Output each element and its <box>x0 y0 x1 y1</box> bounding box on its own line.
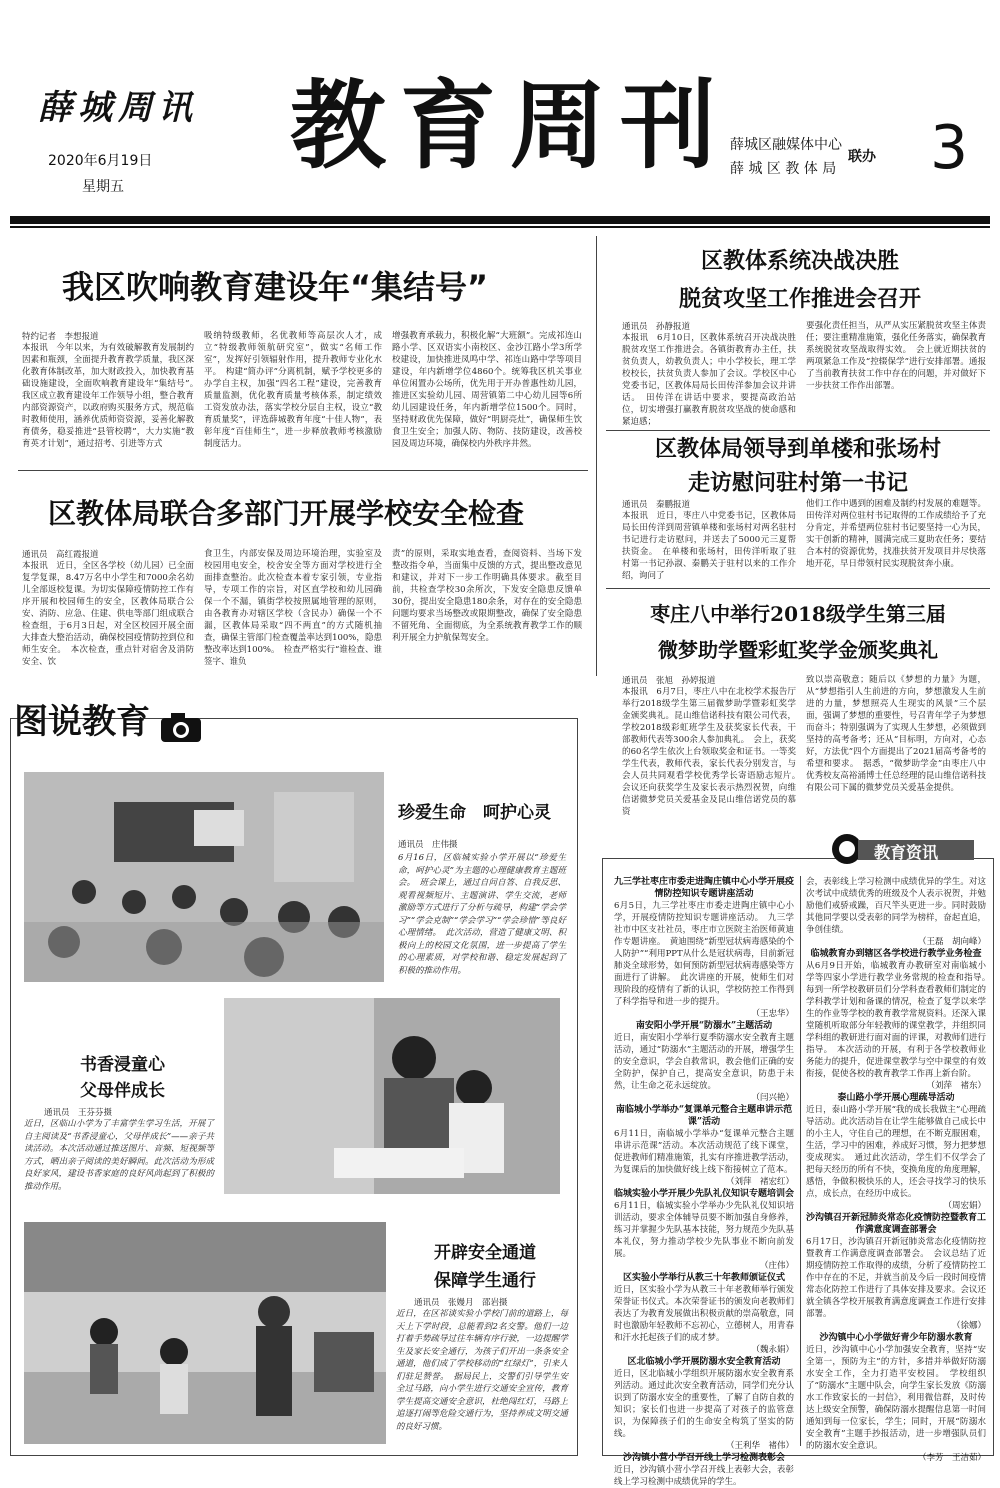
zixun-item-title: 临城实验小学开展少先队礼仪知识专题培训会 <box>614 1189 795 1199</box>
story3-byline: 通讯员 张嫚月 邵岩摄 <box>414 1298 508 1308</box>
zixun-item-text: 近日，南安阳小学举行夏季防溺水安全教育主题活动，通过“防溺水”主题活动的开展，增强学生的安全意识，学会自救常识，教会他们正确的安全防护，保护自己，提高安全意识，防患于未然，让生命之花永远绽放。 <box>614 1033 794 1091</box>
article1-col1: 本报讯 今年以来，为有效破解教育发展制约因素和瓶颈，全面提升教育教学质量，我区深化教育体制改革，加大财政投入，加快教育基础设施建设，全面吹响教育建设年“集结号”。 我区成立教育建设年工作领导小组，整合教育内部资源资产，以政府购买服务方式，规范临时教师使用，涵养优质师资资源，妥善化解教育债务，稳妥推进“县管校聘”，大力实施“教育英才计划”，通过招考、引进等方式 <box>22 343 203 449</box>
zixun-item-author: （徐娜） <box>951 1321 986 1331</box>
article1-col2: 吸纳特级教师，名优教师等高层次人才，成立“特级教师领航研究室”，做实“名师工作室”，发挥好引领辐射作用，提升教师专业化水平。 构建“简办评”分离机制，赋予学校更多的办学自主权，加强“四名工程”建设，完善教育质量监测，优化教育质量考核体系，制定绩效工资发放办法，落实学校分层自主权，设立“教育质量奖”，评选薛城教育年度“十佳人物”，表彰年度“百佳师生”，进一步释放教师考核激励制度活力。 <box>204 331 382 449</box>
story1-byline: 通讯员 庄伟摄 <box>398 840 458 850</box>
article3-col1: 本报讯 6月10日，区教体系统召开决战决胜脱贫攻坚工作推进会。各镇街教育办主任，扶贫负责人，幼教负责人；中小学校长，理工学校校长，扶贫负责人参加了会议。学校区中心党委书记，区教体局局长田传洋参加会议并讲话。 田传洋在讲话中要求，要提高政治站位，切实增强打赢教育脱贫攻坚战的使命感和紧迫感； <box>622 333 796 427</box>
article3-headline-line1: 区教体系统决战决胜 <box>700 248 899 274</box>
zixun-item-title: 南临城小学举办“复课单元整合主题串讲示范课”活动 <box>615 1105 793 1127</box>
zixun-item-text: 6月11日，南临城小学举办“复课单元整合主题串讲示范课”活动。本次活动规范了线下课堂，促进教师们精准施策，扎实有序推进教学活动，为复课后的加快做好线上线下衔接树立了范本。 <box>614 1129 794 1175</box>
zixun-right-column <box>806 876 995 1463</box>
zixun-item-author: （刘萍 褚宏红） <box>725 1177 794 1187</box>
tushuo-label: 图说教育 <box>14 702 150 742</box>
zixun-item-title: 泰山路小学开展心理疏导活动 <box>837 1093 955 1103</box>
story2-text: 近日，区临山小学为了丰富学生学习生活，开展了自主阅读及“书香浸童心，父母伴成长”——亲子共读活动。本次活动通过推送图片、音频、短视频等方式，晒出亲子阅读的美好瞬间。此次活动为形成良好家风，建设书香家庭的良好风尚起到了积极的推动作用。 <box>24 1119 214 1192</box>
zixun-item-author: （王利华 褚伟） <box>725 1441 794 1451</box>
article3-byline: 通讯员 孙静报道 <box>622 322 691 332</box>
article1-byline: 特约记者 李想报道 <box>22 332 99 342</box>
article5-col1: 本报讯 6月7日，枣庄八中在北校学术报告厅举行2018级学生第三届微梦助学暨彩虹奖学金颁奖典礼。昆山维信诺科技有限公司代表，学校2018级彩虹班学生及获奖家长代表，干部教师代表等300余人参加典礼。 会上，获奖的60名学生依次上台领取奖金和证书。一等奖学生代表，教师代表，家长代表分别发言，与会人员共同观看学校优秀学长寄语励志短片。 会议还向获奖学生及家长表示热烈祝贺，向维信诺微梦党员关爱基金及昆山维信诺党员的慕资 <box>622 687 805 817</box>
zixun-item-author: （庄伟） <box>759 1261 794 1271</box>
zixun-item-text: 近日，沙沟镇小营小学召开线上表彰大会，表彰线上学习检测中成绩优异的学生。 <box>614 1465 794 1487</box>
tushuo-header <box>14 694 224 750</box>
masthead-rule <box>10 216 990 224</box>
article2-col1: 本报讯 近日，全区各学校（幼儿园）已全面复学复课，8.47万名中小学生和7000余名幼儿全部返校复课。为切实保障疫情防控工作有序开展和校园师生的安全，区教体局联合公安、消防、应急、住建、供电等部门组成联合检查组，于6月3日起，对全区校园开展全面大排查大整治活动，确保校园疫情防控到位和师生安全。 本次检查，重点针对宿舍及消防安全、饮 <box>22 561 194 667</box>
zixun-item-text: 会，表彰线上学习检测中成绩优异的学生。对这次考试中成绩优秀的班级及个人表示祝贺，并勉励他们戒骄戒躁，百尺竿头更进一步。同时鼓励其他同学要以受表彰的同学为榜样，奋起直追，争创佳绩。 <box>806 877 986 935</box>
zixun-item-text: 6月5日，九三学社枣庄市委走进陶庄镇中心小学，开展疫情防控知识专题讲座活动。 九三学社市中区支社社员，枣庄市立医院主治医师黄迪作专题讲座。 黄迪围绕“新型冠状病毒感染的个人防护”“利用PPT从什么是冠状病毒，目前新冠肺炎全球形势，如何预防新型冠状病毒感染等方面进行了讲解。 此次讲座的开展，使师生们对现阶段的疫情有了新的认识，学校防控工作得到了科学指导和进一步的提升。 <box>614 901 794 1007</box>
zixun-item-author: （闫兴艳） <box>751 1093 794 1103</box>
story3-text: 近日，在区祁谈实验小学校门前的道路上，每天上下学时段，总能看到2名交警。他们一边打着手势疏导过往车辆有序行驶，一边提醒学生及家长安全通行，为孩子们开出一条条安全通道，他们成了学校移动的“红绿灯”，引来人们驻足赞誉。 据局民上，交警们引导学生安全过马路，向小学生进行交通安全宣传，教育学生提高交通安全意识，杜绝闯红灯，马路上追逐打闹等危险交通行为，坚持养成文明交通的良好习惯。 <box>396 1309 568 1432</box>
issue-weekday: 星期五 <box>82 179 124 195</box>
article4-col1: 本报讯 近日，枣庄八中党委书记，区教体局局长田传洋到周营镇单楼和张场村对两名驻村书记进行走访慰问，并送去了5000元三夏帮扶资金。 在单楼和张场村，田传洋听取了驻村第一书记孙淑、秦鹏关于驻村以来的工作介绍，询问了 <box>622 511 796 581</box>
organizer-1: 薛城区融媒体中心 <box>730 137 842 153</box>
camera-icon <box>159 710 203 748</box>
zixun-item-title: 沙沟镇召开新冠肺炎常态化疫情防控暨教育工作满意度调查部署会 <box>806 1213 987 1235</box>
article5-byline: 通讯员 张旭 孙婷报道 <box>622 676 716 686</box>
zixun-left-column <box>614 876 795 1487</box>
story1-title: 珍爱生命 呵护心灵 <box>398 803 551 823</box>
zixun-item-author: （李芳 王洁茹） <box>917 1453 986 1463</box>
zixun-header <box>830 832 978 866</box>
organizer-2: 薛 城 区 教 体 局 <box>730 161 837 177</box>
story2-title-line2: 父母伴成长 <box>80 1081 165 1101</box>
zixun-item-title: 区实验小学举行从教三十年教师颁证仪式 <box>622 1273 785 1283</box>
story3-title-line1: 开辟安全通道 <box>434 1243 536 1263</box>
traffic-photo <box>24 1222 386 1444</box>
zixun-item-text: 近日，沙沟镇中心小学加强安全教育，坚持“安全第一，预防为主”的方针，多措并举做好防溺水安全工作，全力打造平安校园。 学校组织了“防溺水”主题中队会，向学生家长发放《防溺水工作致家长的一封信》，利用微信群，及时传达上级安全预警，确保防溺水提醒信息第一时间通知到每一位家长，学生；同时，开展“防溺水安全教育”主题手抄报活动，进一步增强队员们的防溺水安全意识。 <box>806 1345 986 1451</box>
divider <box>606 588 990 589</box>
page-number: 3 <box>930 113 969 183</box>
masthead-rule-thin <box>10 226 990 228</box>
article3-col2: 要强化责任担当，从严从实压紧脱贫攻坚主体责任；要注重精准施策，强化任务落实，确保教育系统脱贫攻坚战取得实效。 会上就近期扶贫的两项紧急工作及“控辍保学”进行安排部署。通报了当前教育扶贫工作中存在的问题，并对做好下一步扶贫工作作出部署。 <box>806 321 986 391</box>
zixun-item-title: 南安阳小学开展“防溺水”主题活动 <box>635 1021 773 1031</box>
zixun-item-title: 区北临城小学开展防溺水安全教育活动 <box>627 1357 781 1367</box>
story1-text: 6月16日，区临城实验小学开展以“珍爱生命，呵护心灵”为主题的心理健康教育主题班会。 班会课上，通过自问自答、自我反思、观看视频短片、主题演讲、学生交流，老师激励等方式进行了分析与疏导，构建“学会学习”“学会克制”“学会学习”“学会珍惜”等良好心理情绪。 此次活动，营造了健康文明、积极向上的校园文化氛围，进一步提高了学生的心理素质，对学校和谐、稳定发展起到了积极的推动作用。 <box>398 853 566 976</box>
zixun-item-text: 6月11日，临城实验小学举办少先队礼仪知识培训活动，要求全体辅导员要不断加强自身修养，练习并掌握少先队基本技能，努力规范少先队基本礼仪，努力推动学校少先队事业不断向前发展。 <box>614 1201 794 1259</box>
story2-title-line1: 书香浸童心 <box>80 1055 165 1075</box>
article5-headline-line2: 微梦助学暨彩虹奖学金颁奖典礼 <box>658 638 938 662</box>
article4-byline: 通讯员 秦鹏报道 <box>622 500 691 510</box>
classroom-photo <box>24 772 384 982</box>
zixun-item-author: （刘萍 褚东） <box>926 1081 986 1091</box>
zixun-item-author: （周宏娟） <box>943 1201 986 1211</box>
article1-headline: 我区吹响教育建设年“集结号” <box>62 268 489 306</box>
divider <box>18 470 588 471</box>
zixun-item-title: 临城教育办到辖区各学校进行教学业务检查 <box>810 949 982 959</box>
page-title: 教育周刊 <box>290 69 730 182</box>
zixun-item-title: 九三学社枣庄市委走进陶庄镇中心小学开展疫情防控知识专题讲座活动 <box>614 877 795 899</box>
article4-col2: 他们工作中遇到的困难及制约村发展的难题等。田传洋对两位驻村书记取得的工作成绩给予了充分肯定，并希望两位驻村书记要坚持一心为民，实干创新的精神，圆满完成三夏助农任务；要结合本村的资源优势，找准扶贫开发项目并尽快落地开花，早日带领村民实现脱贫奔小康。 <box>806 499 986 569</box>
joint-label: 联办 <box>848 149 876 165</box>
article5-headline-line1: 枣庄八中举行2018级学生第三届 <box>650 602 946 626</box>
reading-photo <box>224 998 560 1194</box>
article2-col2: 食卫生，内部安保及周边环境治理，实验室及校园用电安全，校舍安全等方面对学校进行全面排查整治。此次检查本着专家引领，专业指导，专项工作的宗旨，对区直学校和幼儿园确保一个不漏，镇街学校按照属地管理的原则，由各教育办对辖区学校（含民办）确保一个不漏，区教体局采取“四不两直”的方式随机抽查，确保主管部门检查覆盖率达到100%，隐患整改率达到100%。 检查严格实行“谁检查、谁签字、谁负 <box>204 549 382 667</box>
article3-headline-line2: 脱贫攻坚工作推进会召开 <box>678 286 921 312</box>
article2-col3: 责”的原则，采取实地查看，查阅资料、当场下发整改指令单，当面集中反馈的方式，提出整改意见和建议，并对下一步工作明确具体要求。截至目前，共检查学校30余所次，下发安全隐患反馈单30份，提出安全隐患180余条，对存在的安全隐患问题均要求当场整改或限期整改，确保了安全隐患不留死角、全面彻底，为全系统教育教学工作的顺利开展全力护航保驾安全。 <box>392 549 582 643</box>
zixun-label: 教育资讯 <box>874 843 939 862</box>
zixun-item-author: （魏永娟） <box>751 1345 794 1355</box>
issue-date: 2020年6月19日 <box>48 153 153 169</box>
article4-headline-line2: 走访慰问驻村第一书记 <box>687 470 908 496</box>
article5-col2: 致以崇高敬意；随后以《梦想的力量》为题，从“梦想指引人生前进的方向，梦想激发人生前进的力量，梦想照亮人生现实的风景”三个层面，强调了梦想的重要性，号召青年学子为梦想而奋斗；特别强调为了实现人生梦想，必须做到坚持的高考备考；还从“目标明，方向对，心态好，方法优”四个方面提出了2021届高考备考的希望和要求。 据悉，“微梦助学金”由枣庄八中优秀校友高裕涌博士任总经理的昆山维信诺科技有限公司下属的微梦党员关爱基金提供。 <box>806 675 986 793</box>
zixun-item-title: 沙沟镇中心小学做好青少年防溺水教育 <box>819 1333 973 1343</box>
article2-byline: 通讯员 高红霞报道 <box>22 550 99 560</box>
story2-byline: 通讯员 王芬芬摄 <box>44 1108 113 1118</box>
column-divider <box>800 876 801 1446</box>
zixun-item-title: 沙沟镇小营小学召开线上学习检测表彰会 <box>622 1453 785 1463</box>
zixun-item-text: 近日，区实验小学为从教三十年老教师举行颁发荣誉证书仪式。本次荣誉证书的颁发向老教师们表达了为教育发展做出积极贡献的崇高敬意，同时也激励年轻教师不忘初心，立德树人，用青春和汗水托起孩子们的成才梦。 <box>614 1285 794 1343</box>
article4-headline-line1: 区教体局领导到单楼和张场村 <box>654 436 941 462</box>
zixun-item-text: 从6月9日开始，临城教育办教研室对南临城小学等四家小学进行教学业务常规的检查和指导。 每到一所学校教研员们分学科查看教师们制定的学科教学计划和备课的情况，检查了复学以来学生的作业等学校的教育教学常规资料。还深入课堂随机听取部分年轻教师的课堂教学，并组织同学科组的教研进行面对面的评课，对教师们进行指导。 本次活动的开展，有利于各学校教师业务能力的提升，促进课堂教学与空中课堂的有效衔接，促使各校的教育教学工作再上新台阶。 <box>806 961 995 1079</box>
article2-headline: 区教体局联合多部门开展学校安全检查 <box>48 497 525 530</box>
zixun-item-author: （王磊 胡向峰） <box>917 937 986 947</box>
zixun-item-author: （王忠华） <box>751 1009 794 1019</box>
divider <box>606 430 990 431</box>
column-divider <box>596 236 597 676</box>
zixun-item-text: 6月17日，沙沟镇召开新冠肺炎常态化疫情防控暨教育工作满意度调查部署会。 会议总结了近期疫情防控工作取得的成绩，分析了疫情防控工作中存在的不足，并就当前及今后一段时间疫情常态化防控工作进行了具体安排及要求。会议还就全镇各学校开展教育满意度调查工作进行安排部署。 <box>806 1237 986 1319</box>
zixun-item-text: 近日，区北临城小学组织开展防溺水安全教育系列活动。通过此次安全教育活动，同学们充分认识到了防溺水安全的重要性，了解了自防自救的知识；家长们也进一步提高了对孩子的监管意识，为保障孩子们的生命安全构筑了坚实的防线。 <box>614 1369 794 1439</box>
article1-col3: 增强教育承载力，积极化解“大班额”。完成祁连山路小学、区双语实小南校区、金沙江路小学3所学校建设，加快推进凤鸣中学、祁连山路中学等项目建设，年内新增学位4860个。统筹我区机关事业单位闲置办公场所，优先用于开办普惠性幼儿园，推进区实验幼儿园、周营镇第二中心幼儿园等6所幼儿园建设任务，年内新增学位1500个。同时，坚持财政优先保障，做好“明厨亮灶”，确保师生饮食卫生安全；加强人防、物防、技防建设，改善校园及周边环境，确保校内外秩序井然。 <box>392 331 582 449</box>
story3-title-line2: 保障学生通行 <box>434 1271 536 1291</box>
brand-logo: 薛城周讯 <box>38 88 198 128</box>
zixun-item-text: 近日，泰山路小学开展“我的成长我做主”心理疏导活动。此次活动旨在让学生能够做自己成长中的小主人，守住自己的理想，在不断克服困难，生活，学习中的困难，养成好习惯，努力把梦想变成现实。 通过此次活动，学生们不仅学会了把每天经历的所有不快，变换角度的角度理解，感悟，争做积极快乐的人，还会寻找学习的快乐点，成长点，在经历中成长。 <box>806 1105 986 1199</box>
